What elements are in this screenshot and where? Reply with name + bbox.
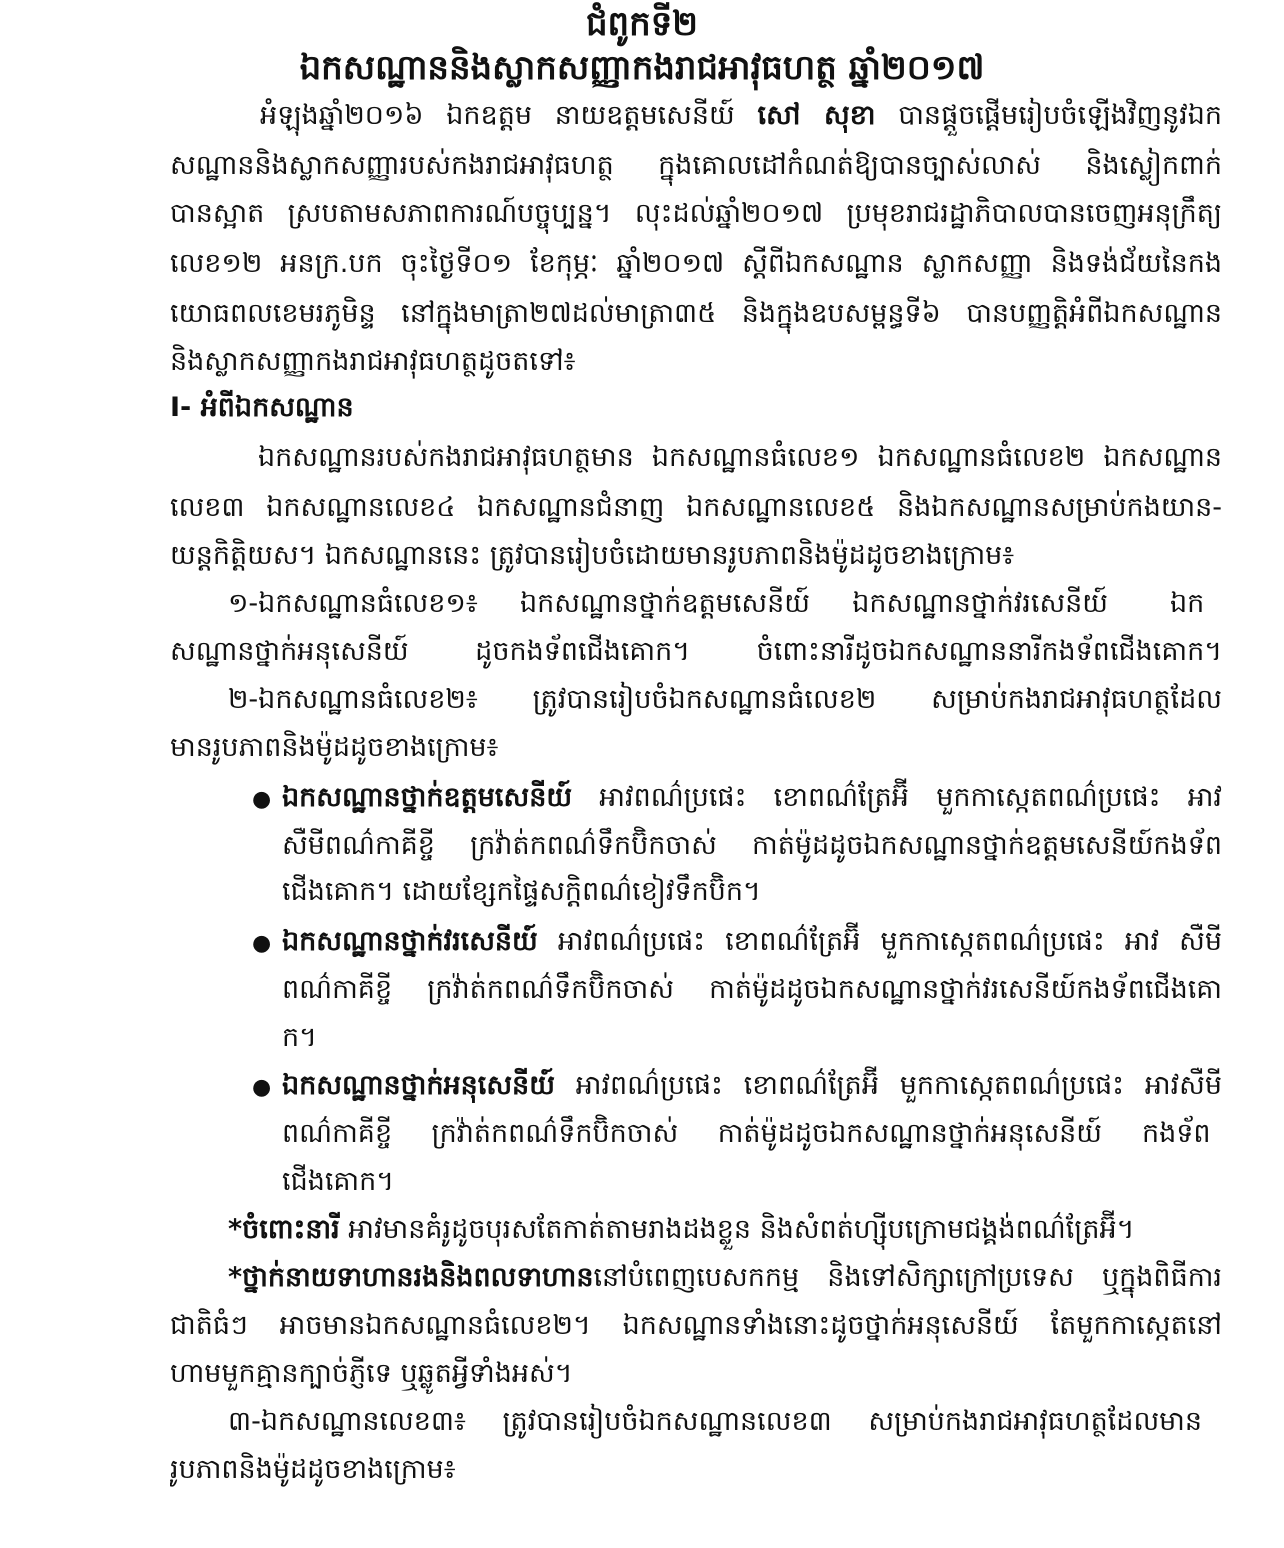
note-nco-line-1 [228,1258,1222,1298]
intro-line-5: យោធពលខេមរភូមិន្ទ នៅក្នុងមាត្រា២៧ដល់មាត្រា៣៥ និងក្នុងឧបសម្ពន្ធទី៦ បានបញ្ញត្តិអំពីឯកសណ្ឋាន [170,298,1222,329]
intro-line-1 [260,96,1222,136]
item3-line-1: ៣-ឯកសណ្ឋានលេខ៣៖ ត្រូវបានរៀបចំឯកសណ្ឋានលេខ៣ សម្រាប់កងរាជអាវុធហត្ថដែលមាន [228,1406,1202,1437]
item2-line-1: ២-ឯកសណ្ឋានធំលេខ២៖ ត្រូវបានរៀបចំឯកសណ្ឋានធំលេខ២ សម្រាប់កងរាជអាវុធហត្ថដែល [228,684,1222,715]
intro-text: បានផ្តួចផ្តើមរៀបចំឡើងវិញនូវឯក [875,100,1222,131]
intro-line-2: សណ្ឋាននិងស្លាកសញ្ញារបស់កងរាជអាវុធហត្ថ ក្នុងគោលដៅកំណត់ឱ្យបានច្បាស់លាស់ និងស្លៀកពាក់ [170,150,1222,181]
chapter-heading: ជំពូកទី២ [585,4,699,44]
person-name: សៅ សុខា [757,100,876,131]
bullet1-line-2: សឺមីពណ៌កាគីខ្ចី ក្រវ៉ាត់កពណ៌ទឹកប៊ិកចាស់ កាត់ម៉ូដដូចឯកសណ្ឋានថ្នាក់ឧត្តមសេនីយ៍កងទ័ព [282,830,1222,861]
bullet-text: អាវពណ៌ប្រផេះ ខោពណ៌ត្រែអ៊ី មួកកាស្កេតពណ៌ប្រផេះ អាវ [572,782,1222,813]
bullet-icon: ● [252,1075,272,1100]
intro-text: អំឡុងឆ្នាំ២០១៦ ឯកឧត្តម នាយឧត្តមសេនីយ៍ [260,100,758,131]
section-heading: I- អំពីឯកសណ្ឋាន [170,392,354,423]
item3-line-2: រូបភាពនិងម៉ូដដូចខាងក្រោម៖ [170,1454,456,1485]
section1-line-2: លេខ៣ ឯកសណ្ឋានលេខ៤ ឯកសណ្ឋានជំនាញ ឯកសណ្ឋានលេខ៥ និងឯកសណ្ឋានសម្រាប់កងយាន- [170,492,1222,523]
intro-line-6: និងស្លាកសញ្ញាកងរាជអាវុធហត្ថដូចតទៅ៖ [170,346,576,377]
bullet-label: ឯកសណ្ឋានថ្នាក់ឧត្តមសេនីយ៍ [282,782,573,813]
bullet3-line-3: ជើងគោក។ [282,1166,395,1197]
bullet-icon: ● [252,931,272,956]
note-nco-line-3: ហាមមួកគ្មានក្បាច់ភ្ញីទេ ឬឆ្លូតអ្វីទាំងអស់។ [170,1358,573,1389]
bullet3-line-1 [282,1066,1222,1106]
note-text: នៅបំពេញបេសកកម្ម និងទៅសិក្សាក្រៅប្រទេស ឬក្នុងពិធីការ [593,1262,1222,1293]
note-label: *ថ្នាក់នាយទាហានរងនិងពលទាហាន [228,1262,594,1293]
note-nco-line-2: ជាតិធំៗ អាចមានឯកសណ្ឋានធំលេខ២។ ឯកសណ្ឋានទាំងនោះដូចថ្នាក់អនុសេនីយ៍ តែមួកកាស្កេតនៅ [170,1310,1222,1341]
bullet1-line-1 [282,778,1222,818]
item2-line-2: មានរូបភាពនិងម៉ូដដូចខាងក្រោម៖ [170,732,499,763]
section1-line-1: ឯកសណ្ឋានរបស់កងរាជអាវុធហត្ថមាន ឯកសណ្ឋានធំលេខ១ ឯកសណ្ឋានធំលេខ២ ឯកសណ្ឋាន [258,442,1222,473]
bullet2-line-3: ក។ [282,1022,317,1053]
bullet-icon: ● [252,787,272,812]
note-women [228,1210,1222,1250]
bullet2-line-2: ពណ៌កាគីខ្ចី ក្រវ៉ាត់កពណ៌ទឹកប៊ិកចាស់ កាត់ម៉ូដដូចឯកសណ្ឋានថ្នាក់វរសេនីយ៍កងទ័ពជើងគោ [282,974,1222,1005]
bullet3-line-2-end: កងទ័ព [1142,1118,1211,1149]
bullet-text: អាវពណ៌ប្រផេះ ខោពណ៌ត្រែអ៊ី មួកកាស្កេតពណ៌ប្រផេះ អាវ សឺមី [537,926,1222,957]
intro-line-3: បានស្អាត ស្របតាមសភាពការណ៍បច្ចុប្បន្ន។ លុះដល់ឆ្នាំ២០១៧ ប្រមុខរាជរដ្ឋាភិបាលបានចេញអនុក្រឹត្យ [170,198,1222,229]
intro-line-4: លេខ១២ អនក្រ.បក ចុះថ្ងៃទី០១ ខែកុម្ភៈ ឆ្នាំ២០១៧ ស្តីពីឯកសណ្ឋាន ស្លាកសញ្ញា និងទង់ជ័យនៃកង [170,248,1222,279]
note-label: *ចំពោះនារី [228,1214,340,1245]
bullet1-line-3: ជើងគោក។ ដោយខ្សែកផ្ទៃសក្តិពណ៌ខៀវទឹកប៊ិក។ [282,876,761,907]
bullet-label: ឯកសណ្ឋានថ្នាក់វរសេនីយ៍ [282,926,538,957]
document-title: ឯកសណ្ឋាននិងស្លាកសញ្ញាកងរាជអាវុធហត្ថ ឆ្នាំ២០១៧ [299,48,985,88]
section1-line-3: យន្តកិត្តិយស។ ឯកសណ្ឋាននេះ ត្រូវបានរៀបចំដោយមានរូបភាពនិងម៉ូដដូចខាងក្រោម៖ [170,540,1015,571]
item1-line-1: ១-ឯកសណ្ឋានធំលេខ១៖ ឯកសណ្ឋានថ្នាក់ឧត្តមសេនីយ៍ ឯកសណ្ឋានថ្នាក់វរសេនីយ៍ [228,588,1108,619]
item1-line-2: សណ្ឋានថ្នាក់អនុសេនីយ៍ ដូចកងទ័ពជើងគោក។ ចំពោះនារីដូចឯកសណ្ឋាននារីកងទ័ពជើងគោក។ [170,636,1222,667]
bullet-text: អាវពណ៌ប្រផេះ ខោពណ៌ត្រែអ៊ី មួកកាស្កេតពណ៌ប្រផេះ អាវសឺមី [554,1070,1222,1101]
bullet3-line-2: ពណ៌កាគីខ្ចី ក្រវ៉ាត់កពណ៌ទឹកប៊ិកចាស់ កាត់ម៉ូដដូចឯកសណ្ឋានថ្នាក់អនុសេនីយ៍ [282,1118,1102,1149]
bullet2-line-1 [282,922,1222,962]
bullet-label: ឯកសណ្ឋានថ្នាក់អនុសេនីយ៍ [282,1070,555,1101]
note-text: អាវមានគំរូដូចបុរសតែកាត់តាមរាងដងខ្លួន និងសំពត់ហ្ស៊ីបក្រោមជង្គង់ពណ៌ត្រែអ៊ី។ [339,1214,1135,1245]
item1-line-1-end: ឯក [1170,588,1205,619]
